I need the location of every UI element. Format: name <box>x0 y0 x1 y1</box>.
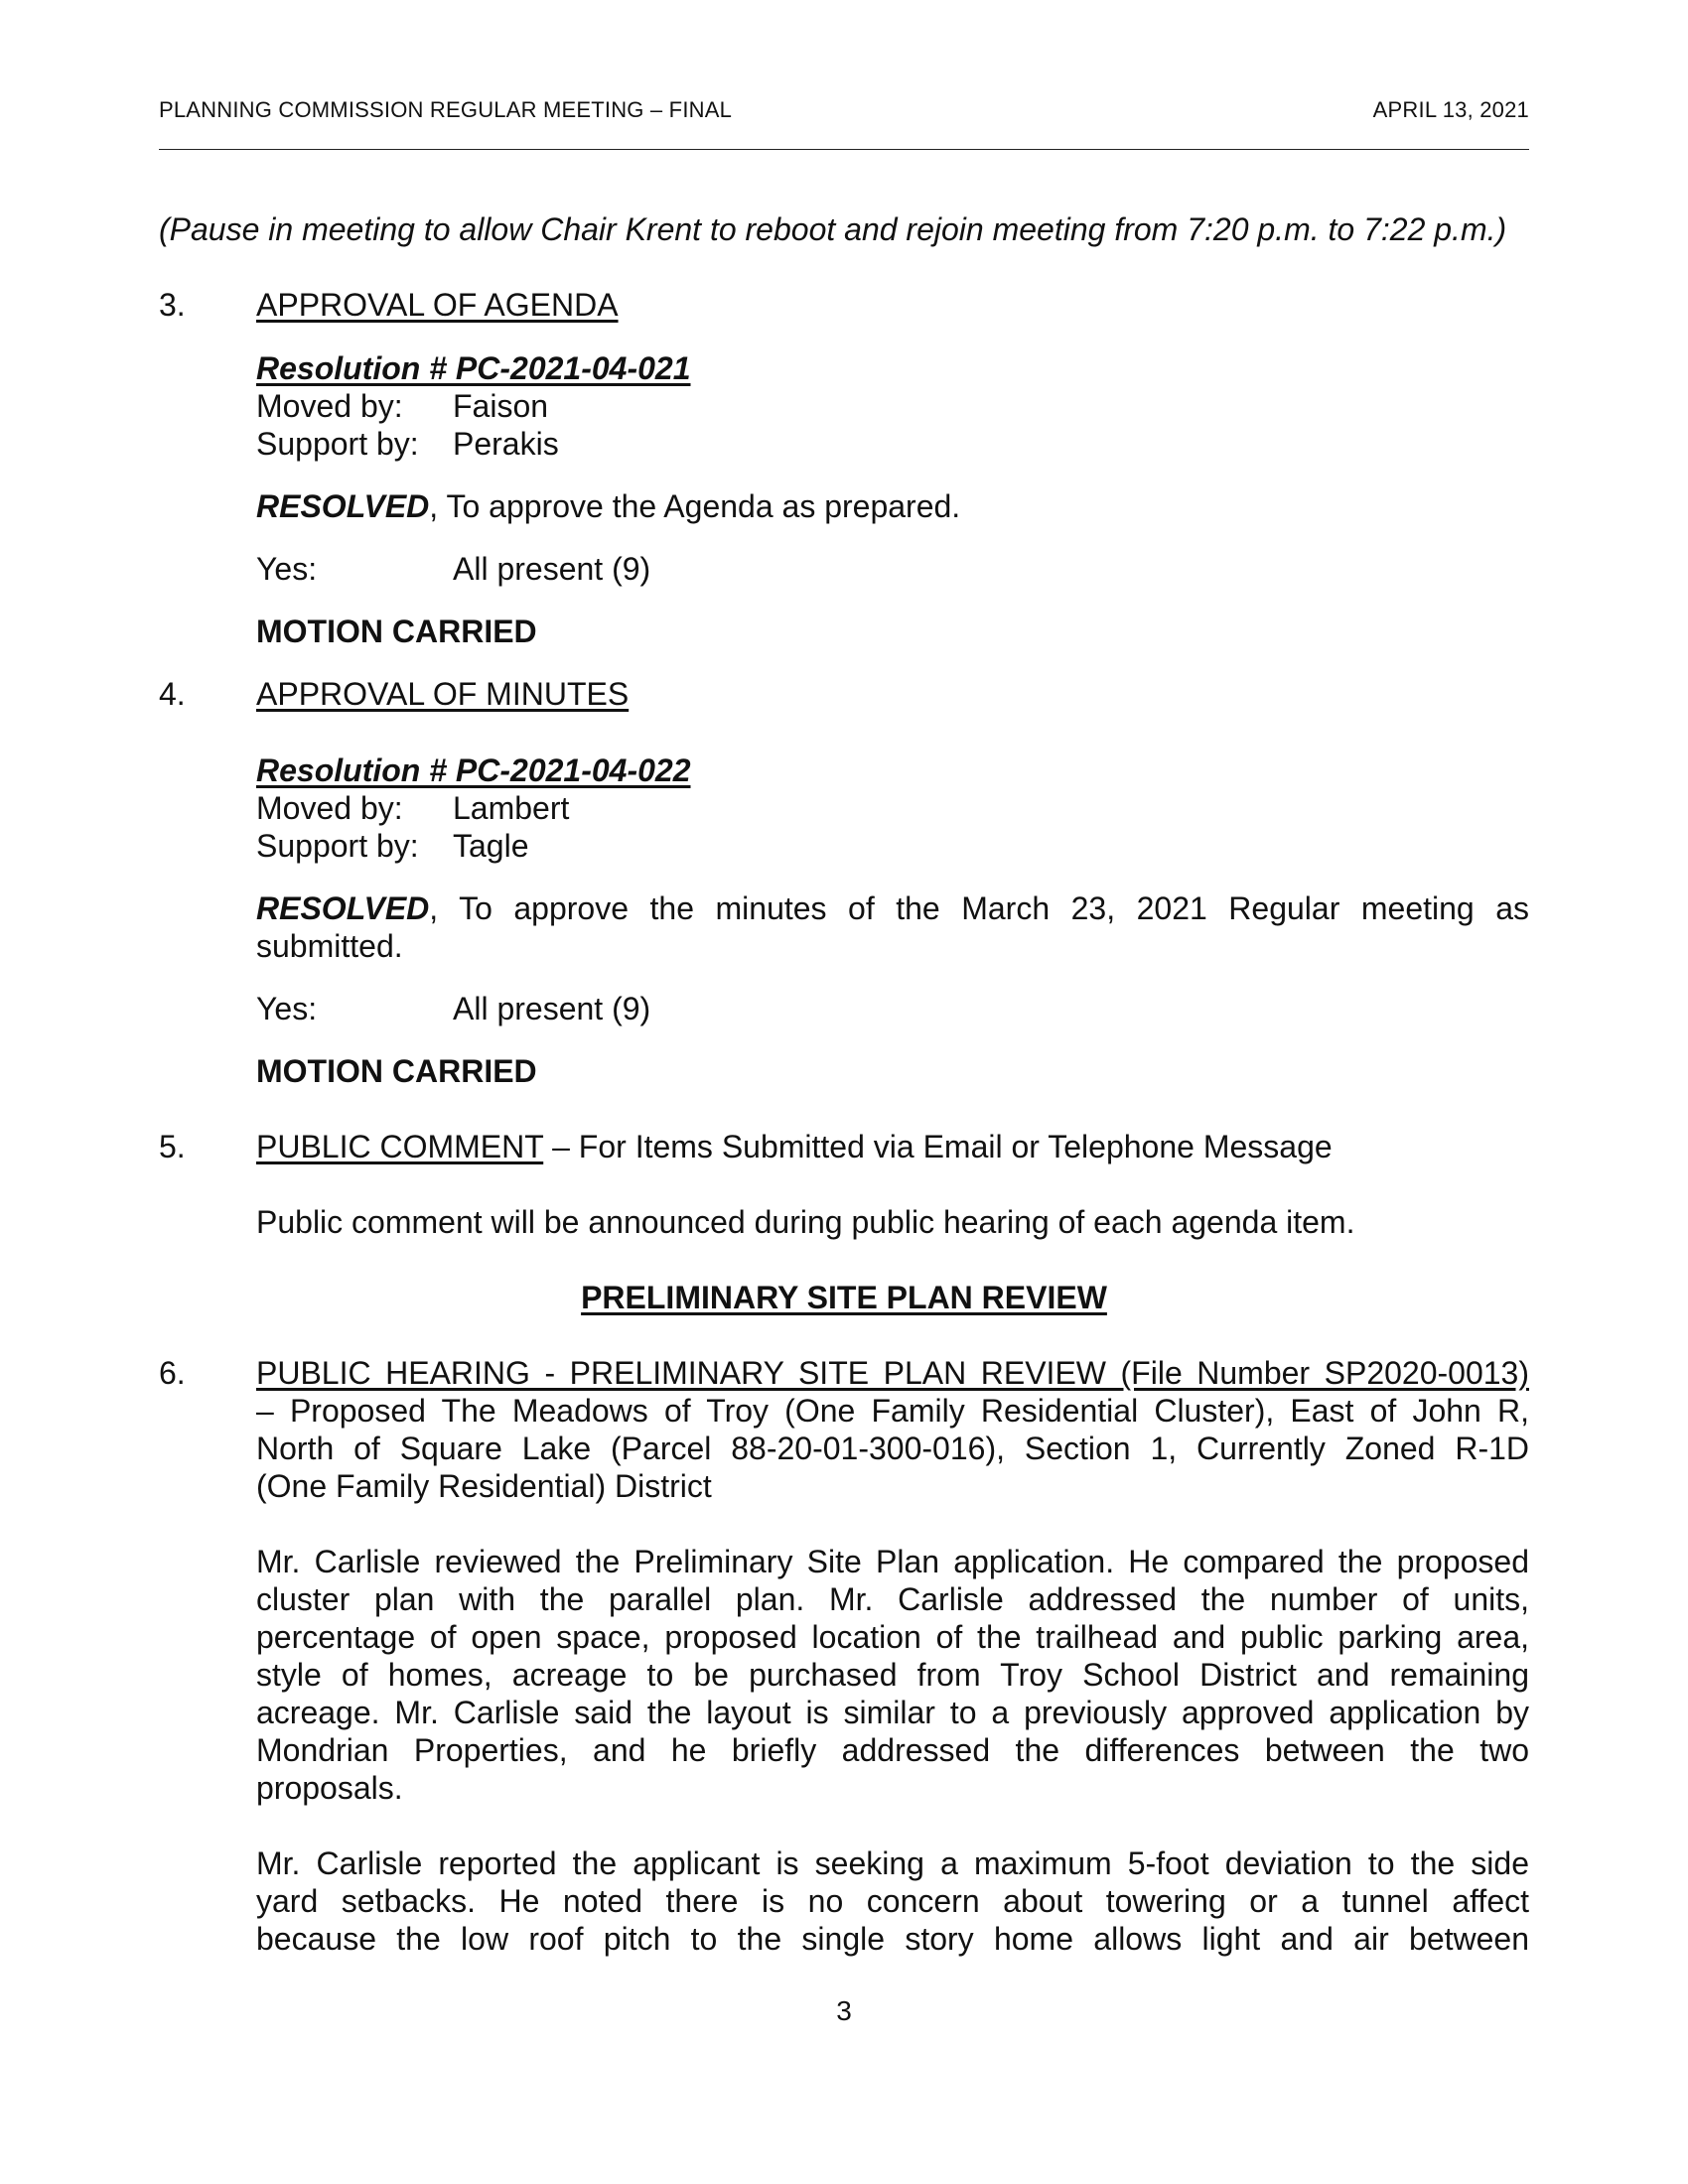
item4-number: 4. <box>159 676 186 712</box>
resolved-text-cont: submitted. <box>256 928 403 964</box>
item3-motion: MOTION CARRIED <box>256 614 537 649</box>
item3-resolution: Resolution # PC-2021-04-021 <box>256 350 691 386</box>
item6-desc-line: (One Family Residential) District <box>256 1468 712 1504</box>
item6-desc-line: – Proposed The Meadows of Troy (One Family Residential Cluster), East of John R, <box>256 1393 1529 1429</box>
item3-moved-label: Moved by: <box>256 388 403 424</box>
paragraph-line: Mondrian Properties, and he briefly addressed the differences between the two <box>256 1732 1529 1768</box>
item5-title: PUBLIC COMMENT <box>256 1129 544 1164</box>
item4-motion: MOTION CARRIED <box>256 1053 537 1089</box>
paragraph-line: because the low roof pitch to the single story home allows light and air between <box>256 1921 1529 1957</box>
item4-yes-value: All present (9) <box>453 991 651 1026</box>
paragraph-line: style of homes, acreage to be purchased from Troy School District and remaining <box>256 1657 1529 1693</box>
item6-paragraph-1 <box>256 1543 1529 1807</box>
item6-heading <box>256 1354 1529 1505</box>
paragraph-line: Mr. Carlisle reported the applicant is seeking a maximum 5-foot deviation to the side <box>256 1845 1529 1881</box>
item4-resolved <box>256 889 1529 965</box>
paragraph-line: percentage of open space, proposed location of the trailhead and public parking area, <box>256 1619 1529 1655</box>
item5-title-suffix: – For Items Submitted via Email or Telephone Message <box>543 1129 1333 1164</box>
item5-heading <box>256 1128 1333 1165</box>
item4-support-value: Tagle <box>453 828 529 864</box>
resolved-keyword: RESOLVED <box>256 890 430 926</box>
item5-body: Public comment will be announced during public hearing of each agenda item. <box>256 1204 1355 1240</box>
header-date: APRIL 13, 2021 <box>1372 97 1529 122</box>
item4-moved-value: Lambert <box>453 790 570 826</box>
item3-moved-value: Faison <box>453 388 549 424</box>
item4-title: APPROVAL OF MINUTES <box>256 676 630 712</box>
paragraph-line: proposals. <box>256 1770 403 1806</box>
section-heading <box>159 1279 1529 1316</box>
item4-yes-label: Yes: <box>256 991 318 1026</box>
item3-support-label: Support by: <box>256 426 419 462</box>
item3-resolved <box>256 487 960 525</box>
item4-resolution: Resolution # PC-2021-04-022 <box>256 752 691 788</box>
item4-moved-label: Moved by: <box>256 790 403 826</box>
item5-number: 5. <box>159 1129 186 1164</box>
item3-yes-value: All present (9) <box>453 551 651 587</box>
item3-title: APPROVAL OF AGENDA <box>256 287 619 323</box>
pause-note: (Pause in meeting to allow Chair Krent to reboot and rejoin meeting from 7:20 p.m. to 7:22 p.m.) <box>159 211 1507 247</box>
item6-desc-line: North of Square Lake (Parcel 88-20-01-300-016), Section 1, Currently Zoned R-1D <box>256 1431 1529 1466</box>
item6-title: PUBLIC HEARING - PRELIMINARY SITE PLAN REVIEW (File Number SP2020-0013) <box>256 1355 1529 1391</box>
paragraph-line: yard setbacks. He noted there is no concern about towering or a tunnel affect <box>256 1883 1529 1919</box>
header-rule <box>159 149 1529 150</box>
resolved-text: , To approve the minutes of the March 23, 2021 Regular meeting as <box>429 890 1529 926</box>
section-heading-text: PRELIMINARY SITE PLAN REVIEW <box>581 1280 1107 1315</box>
item3-support-value: Perakis <box>453 426 559 462</box>
header-title: PLANNING COMMISSION REGULAR MEETING – FINAL <box>159 97 733 122</box>
item4-support-label: Support by: <box>256 828 419 864</box>
item3-number: 3. <box>159 287 186 323</box>
resolved-text: , To approve the Agenda as prepared. <box>429 488 961 524</box>
page-number: 3 <box>836 1995 852 2026</box>
item6-number: 6. <box>159 1355 186 1391</box>
paragraph-line: cluster plan with the parallel plan. Mr. Carlisle addressed the number of units, <box>256 1581 1529 1617</box>
item3-yes-label: Yes: <box>256 551 318 587</box>
paragraph-line: acreage. Mr. Carlisle said the layout is similar to a previously approved application by <box>256 1695 1529 1730</box>
resolved-keyword: RESOLVED <box>256 488 430 524</box>
paragraph-line: Mr. Carlisle reviewed the Preliminary Site Plan application. He compared the proposed <box>256 1544 1529 1579</box>
item6-paragraph-2 <box>256 1844 1529 1958</box>
